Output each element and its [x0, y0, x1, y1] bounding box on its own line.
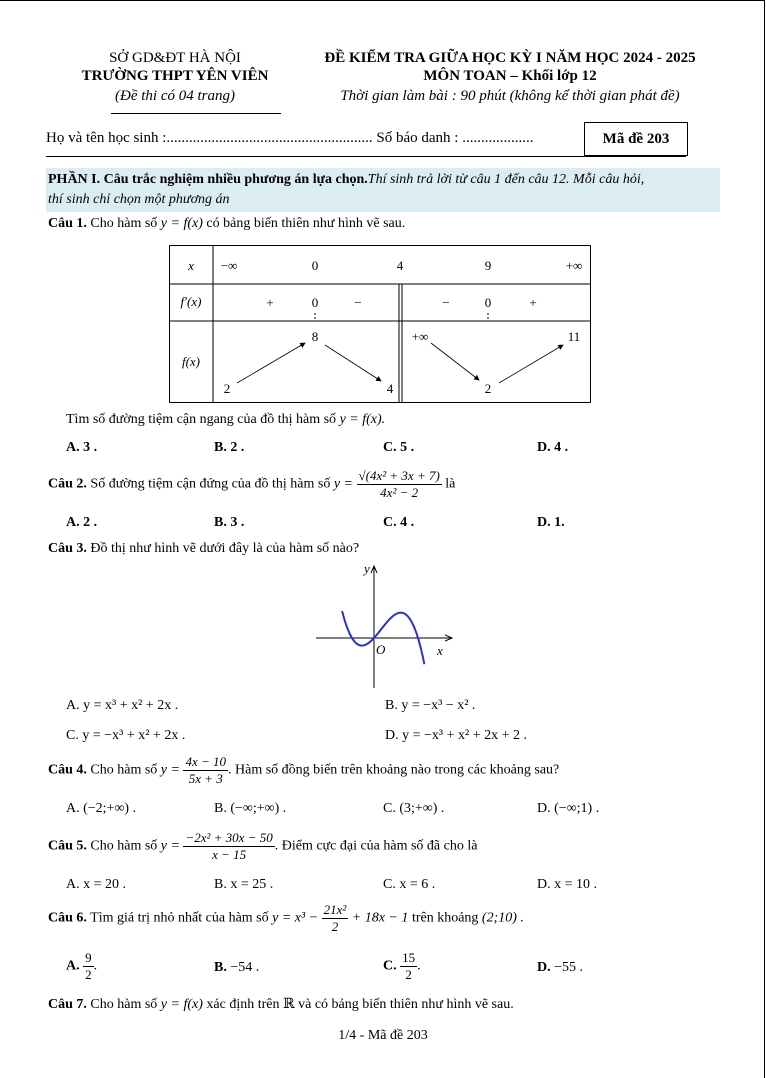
- variation-table: [169, 245, 591, 403]
- q4-option-c[interactable]: C. (3;+∞) .: [383, 801, 445, 816]
- q5-text-a: Cho hàm số: [90, 838, 158, 854]
- q7-set: ℝ: [282, 997, 295, 1012]
- page-frame-right: [764, 0, 765, 1078]
- q6-label: Câu 6.: [48, 910, 87, 926]
- q4-option-b[interactable]: B. (−∞;+∞) .: [214, 801, 287, 816]
- q6-option-a-den: 2: [85, 967, 92, 982]
- q6-option-c-fraction: [400, 950, 417, 983]
- tbl-arrow-down-2: [431, 343, 479, 380]
- q6-option-c-num: 15: [402, 950, 416, 965]
- q1-label: Câu 1.: [48, 216, 87, 231]
- question-7: [48, 996, 514, 1013]
- header-underline: [111, 113, 281, 114]
- graph-origin-label: O: [376, 642, 386, 657]
- q5-label: Câu 5.: [48, 838, 87, 854]
- q3-text: Đồ thị như hình vẽ dưới đây là của hàm số nào?: [90, 541, 360, 556]
- q5-denominator: x − 15: [212, 847, 247, 862]
- q6-option-d-text: −55 .: [554, 960, 584, 975]
- q1-question-expr: y = f(x).: [339, 412, 386, 427]
- q6-numerator: 21x²: [323, 902, 347, 917]
- q4-option-a[interactable]: A. (−2;+∞) .: [66, 801, 137, 816]
- question-6: [48, 902, 524, 935]
- section-instruction-2: thí sinh chỉ chọn một phương án: [48, 192, 230, 207]
- q6-option-b-text: −54 .: [230, 960, 260, 975]
- q3-option-d[interactable]: D. y = −x³ + x² + 2x + 2 .: [385, 728, 527, 743]
- q6-interval: (2;10) .: [481, 910, 524, 926]
- q1-question: [66, 412, 385, 428]
- q1-option-a[interactable]: A. 3 .: [66, 440, 98, 455]
- pages-note: (Đề thi có 04 trang): [115, 88, 235, 104]
- tbl-x-2: 4: [396, 258, 404, 273]
- tbl-f-3: +∞: [411, 329, 429, 344]
- graph-x-label: x: [437, 643, 443, 658]
- q6-option-a-num: 9: [85, 950, 92, 965]
- q6-option-c[interactable]: C. $\frac{15}{2}$ .: [383, 950, 421, 982]
- exam-time: Thời gian làm bài : 90 phút (không kể thời gian phát đề): [340, 88, 680, 104]
- tbl-x-0: −∞: [220, 258, 238, 273]
- tbl-x-1: 0: [311, 258, 319, 273]
- q5-lhs: y =: [160, 838, 180, 854]
- q6-option-d-letter: D.: [537, 960, 551, 975]
- q2-option-a[interactable]: A. 2 .: [66, 515, 98, 530]
- student-info-line: Họ và tên học sinh :....................................................... Số báo danh : ...................: [46, 130, 534, 146]
- q4-lhs: y =: [160, 762, 180, 778]
- q6-option-c-den: 2: [405, 967, 412, 982]
- q6-lhs: y = x³ −: [272, 910, 319, 926]
- q1-question-text: Tìm số đường tiệm cận ngang của đồ thị hàm số: [66, 412, 337, 427]
- tbl-x-3: 9: [484, 258, 492, 273]
- q5-fraction: [183, 830, 274, 863]
- tbl-f-5: 11: [567, 329, 581, 344]
- tbl-sign-2: −: [354, 295, 362, 310]
- q7-expr: y = f(x): [160, 997, 203, 1012]
- tbl-f-2: 4: [386, 381, 394, 396]
- q5-text-b: . Điểm cực đại của hàm số đã cho là: [274, 838, 478, 854]
- q5-numerator: −2x² + 30x − 50: [185, 830, 273, 845]
- q4-text-a: Cho hàm số: [90, 762, 158, 778]
- question-5: [48, 830, 477, 863]
- q2-option-b[interactable]: B. 3 .: [214, 515, 245, 530]
- tbl-sign-4: 0: [484, 295, 492, 310]
- q6-text-a: Tìm giá trị nhỏ nhất của hàm số: [90, 910, 269, 926]
- exam-code-box: Mã đề 203: [584, 122, 688, 156]
- q1-text-a: Cho hàm số: [90, 216, 158, 231]
- q6-option-b[interactable]: [214, 960, 259, 976]
- page-frame-top: [0, 0, 765, 1]
- tbl-sign-1: 0: [311, 295, 319, 310]
- q5-option-c[interactable]: C. x = 6 .: [383, 877, 436, 892]
- q2-option-c[interactable]: C. 4 .: [383, 515, 415, 530]
- q6-denominator: 2: [331, 919, 339, 934]
- q5-option-a[interactable]: A. x = 20 .: [66, 877, 127, 892]
- q6-option-a[interactable]: A. $\frac{9}{2}$ .: [66, 950, 98, 982]
- q1-option-d[interactable]: D. 4 .: [537, 440, 569, 455]
- question-2: [48, 468, 455, 501]
- q6-text-b: trên khoảng: [411, 910, 479, 926]
- section-title: PHẦN I. Câu trắc nghiệm nhiều phương án lựa chọn.: [48, 172, 368, 187]
- tbl-f-1: 8: [311, 329, 319, 344]
- q2-numerator: √(4x² + 3x + 7): [358, 468, 440, 483]
- q1-option-b[interactable]: B. 2 .: [214, 440, 245, 455]
- q2-label: Câu 2.: [48, 476, 87, 492]
- q4-denominator: 5x + 3: [188, 771, 223, 786]
- header-divider: [46, 156, 686, 157]
- q1-option-c[interactable]: C. 5 .: [383, 440, 415, 455]
- q5-option-d[interactable]: D. x = 10 .: [537, 877, 598, 892]
- q4-option-d[interactable]: D. (−∞;1) .: [537, 801, 600, 816]
- q2-fraction: [357, 468, 442, 501]
- q6-rhs: + 18x − 1: [351, 910, 409, 926]
- q6-option-a-fraction: [83, 950, 94, 983]
- tbl-sign-5: +: [529, 295, 537, 310]
- q2-lhs: y =: [333, 476, 354, 492]
- q1-expr: y = f(x): [160, 216, 203, 231]
- q3-option-c[interactable]: C. y = −x³ + x² + 2x .: [66, 728, 186, 743]
- tbl-sign-0: +: [266, 295, 274, 310]
- dept-name: SỞ GD&ĐT HÀ NỘI: [109, 50, 241, 66]
- q4-label: Câu 4.: [48, 762, 87, 778]
- q2-denominator: 4x² − 2: [380, 485, 419, 500]
- tbl-f-4: 2: [484, 381, 492, 396]
- q5-option-b[interactable]: B. x = 25 .: [214, 877, 274, 892]
- q7-text-c: và có bảng biến thiên như hình vẽ sau.: [298, 997, 514, 1012]
- q2-text-a: Số đường tiệm cận đứng của đồ thị hàm số: [90, 476, 331, 492]
- q2-option-d[interactable]: D. 1.: [537, 515, 565, 530]
- graph-y-label: y: [364, 561, 370, 576]
- q7-text-b: xác định trên: [206, 997, 280, 1012]
- q7-label: Câu 7.: [48, 997, 87, 1012]
- page-footer: 1/4 - Mã đề 203: [338, 1028, 428, 1043]
- q6-option-a-letter: A.: [66, 958, 80, 974]
- q3-option-a[interactable]: A. y = x³ + x² + 2x .: [66, 698, 179, 713]
- exam-title: ĐỀ KIỂM TRA GIỮA HỌC KỲ I NĂM HỌC 2024 - 2025: [324, 50, 696, 66]
- section-instruction-1: Thí sinh trả lời từ câu 1 đến câu 12. Mỗi câu hỏi,: [367, 172, 645, 187]
- question-4: [48, 754, 559, 787]
- exam-subject: MÔN TOAN – Khối lớp 12: [423, 68, 597, 84]
- tbl-x-4: +∞: [565, 258, 583, 273]
- tbl-f-0: 2: [223, 381, 231, 396]
- q1-text-b: có bảng biến thiên như hình vẽ sau.: [206, 216, 406, 231]
- tbl-arrow-up-1: [237, 343, 305, 383]
- q3-label: Câu 3.: [48, 541, 87, 556]
- q6-fraction: [322, 902, 349, 935]
- q3-graph: [312, 560, 462, 692]
- tbl-sign-3: −: [442, 295, 450, 310]
- q6-option-b-letter: B.: [214, 960, 227, 975]
- q4-fraction: [183, 754, 228, 787]
- q7-text-a: Cho hàm số: [90, 997, 158, 1012]
- tbl-x-label: x: [188, 258, 194, 273]
- school-name: TRƯỜNG THPT YÊN VIÊN: [81, 68, 269, 84]
- section-heading: [48, 172, 644, 188]
- tbl-fp-label: f′(x): [180, 294, 202, 309]
- q2-text-b: là: [445, 476, 456, 492]
- tbl-arrow-up-2: [499, 345, 563, 383]
- tbl-arrow-down-1: [325, 345, 381, 381]
- q6-option-c-letter: C.: [383, 958, 397, 974]
- q4-text-b: . Hàm số đồng biến trên khoảng nào trong các khoảng sau?: [228, 762, 560, 778]
- question-1: [48, 216, 405, 232]
- q4-numerator: 4x − 10: [185, 754, 227, 769]
- question-3: [48, 541, 359, 557]
- q6-option-d[interactable]: [537, 960, 583, 976]
- q3-option-b[interactable]: B. y = −x³ − x² .: [385, 698, 476, 713]
- tbl-f-label: f(x): [181, 354, 201, 369]
